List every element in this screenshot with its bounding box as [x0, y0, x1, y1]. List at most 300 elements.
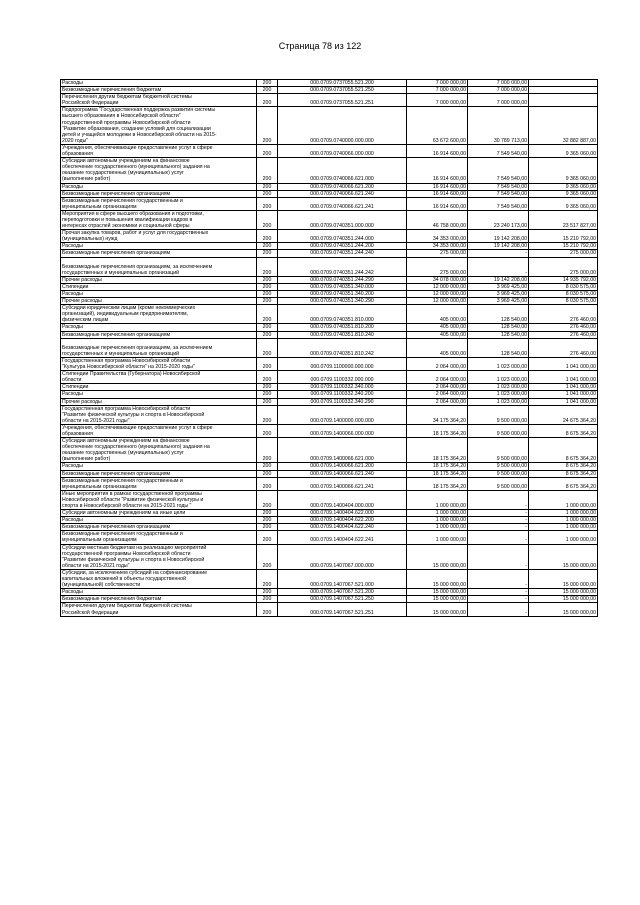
row-kbk-cell: 000.0709.0740351.810.242	[278, 338, 407, 357]
row-kbk-cell: 000.0709.1400404.622.240	[278, 524, 407, 531]
row-remaining-cell: 8 675 364,20	[529, 470, 598, 477]
table-row	[61, 80, 598, 87]
row-remaining-cell: 23 517 827,00	[529, 210, 598, 229]
row-name-line: Прочие расходы	[62, 398, 102, 405]
row-executed-cell: -	[468, 524, 529, 531]
row-name-line: Безвозмездные перечисления организациям	[62, 250, 171, 257]
row-remaining-cell: 276 460,00	[529, 331, 598, 338]
row-remaining-cell: 1 041 000,00	[529, 384, 598, 391]
row-kbk-cell: 000.0709.1400066.621.241	[278, 477, 407, 490]
row-name-cell	[61, 107, 257, 145]
row-code-cell: 200	[257, 477, 278, 490]
row-remaining-cell: 9 365 060,00	[529, 190, 598, 197]
row-remaining-cell: 15 000 000,00	[529, 569, 598, 588]
row-executed-cell: 7 000 000,00	[468, 80, 529, 87]
row-name-line: Безвозмездные перечисления организациям, за исключением	[62, 263, 213, 270]
row-name-line: Расходы	[62, 243, 83, 250]
row-code-cell: 200	[257, 94, 278, 107]
row-remaining-cell: 1 041 000,00	[529, 371, 598, 384]
row-code-cell: 200	[257, 276, 278, 283]
row-approved-cell: 18 175 364,20	[407, 470, 468, 477]
row-name-cell	[61, 384, 257, 391]
table-row	[61, 524, 598, 531]
row-name-line: Безвозмездные перечисления организациям, за исключением	[62, 344, 213, 351]
row-approved-cell: 1 000 000,00	[407, 490, 468, 509]
row-name-line: организаций), индивидуальным предпринимателям,	[62, 311, 189, 318]
row-name-line: Расходы	[62, 463, 83, 470]
row-remaining-cell: 1 041 000,00	[529, 398, 598, 405]
table-row	[61, 531, 598, 544]
row-name-line: оказание государственных (муниципальных) услуг	[62, 450, 184, 457]
row-name-cell	[61, 324, 257, 331]
row-code-cell: 200	[257, 490, 278, 509]
row-name-line: государственной программы Новосибирской области	[62, 550, 191, 557]
row-name-cell	[61, 190, 257, 197]
row-executed-cell: -	[468, 569, 529, 588]
row-remaining-cell: 8 675 364,20	[529, 463, 598, 470]
row-executed-cell: 30 789 713,00	[468, 107, 529, 145]
row-approved-cell: 16 914 600,00	[407, 190, 468, 197]
row-name-line: (муниципальных) нужд	[62, 236, 118, 243]
table-row	[61, 357, 598, 370]
table-row	[61, 190, 598, 197]
row-code-cell: 200	[257, 603, 278, 616]
row-name-line: оказание государственных (муниципальных) услуг	[62, 170, 184, 177]
row-kbk-cell: 000.0709.1407067.521.200	[278, 589, 407, 596]
row-approved-cell: 18 175 364,20	[407, 477, 468, 490]
row-code-cell: 200	[257, 230, 278, 243]
row-kbk-cell: 000.0709.0740066.621.240	[278, 190, 407, 197]
row-code-cell: 200	[257, 338, 278, 357]
row-code-cell: 200	[257, 391, 278, 398]
row-name-line: Безвозмездные перечисления организациям	[62, 524, 171, 531]
row-name-cell	[61, 589, 257, 596]
row-name-cell	[61, 243, 257, 250]
row-kbk-cell: 000.0709.1100332.340.200	[278, 391, 407, 398]
row-name-cell	[61, 305, 257, 324]
table-row	[61, 517, 598, 524]
row-approved-cell: 2 064 000,00	[407, 391, 468, 398]
row-approved-cell: 1 000 000,00	[407, 510, 468, 517]
row-name-cell	[61, 544, 257, 569]
row-remaining-cell: 9 365 060,00	[529, 197, 598, 210]
row-name-cell	[61, 357, 257, 370]
row-name-line: Субсидии местным бюджетам на реализацию мероприятий	[62, 544, 207, 551]
row-executed-cell: 7 549 540,00	[468, 158, 529, 183]
table-row	[61, 569, 598, 588]
row-name-line: области на 2015-2021 годы"	[62, 417, 130, 424]
row-approved-cell: 18 175 364,20	[407, 463, 468, 470]
row-kbk-cell: 000.0709.0740351.340.000	[278, 283, 407, 290]
table-row	[61, 405, 598, 424]
row-code-cell: 200	[257, 210, 278, 229]
row-name-line: интересах отраслей экономики и социальной сферы	[62, 223, 190, 230]
row-name-cell	[61, 524, 257, 531]
budget-table	[60, 79, 598, 617]
row-name-line: Перечисления другим бюджетам бюджетной системы	[62, 603, 192, 610]
page-number-label: Страница 78 из 122	[278, 41, 362, 51]
row-name-cell	[61, 158, 257, 183]
row-executed-cell: -	[468, 531, 529, 544]
row-kbk-cell: 000.0709.0740066.621.000	[278, 158, 407, 183]
table-row	[61, 94, 598, 107]
row-name-line: муниципальным организациям	[62, 483, 137, 490]
row-kbk-cell: 000.0709.0740351.244.290	[278, 276, 407, 283]
row-executed-cell: 128 540,00	[468, 305, 529, 324]
row-kbk-cell: 000.0709.0740351.810.000	[278, 305, 407, 324]
row-name-line: Учреждения, обеспечивающие предоставление услуг в сфере	[62, 144, 213, 151]
row-name-line: Расходы	[62, 517, 83, 524]
row-remaining-cell: 14 935 792,00	[529, 276, 598, 283]
row-kbk-cell: 000.0709.0740000.000.000	[278, 107, 407, 145]
row-executed-cell: -	[468, 257, 529, 276]
row-name-cell	[61, 405, 257, 424]
row-code-cell: 200	[257, 324, 278, 331]
row-code-cell: 200	[257, 371, 278, 384]
row-executed-cell: -	[468, 510, 529, 517]
row-approved-cell: 1 000 000,00	[407, 517, 468, 524]
row-name-cell	[61, 517, 257, 524]
row-name-line: Безвозмездные перечисления государственным и	[62, 477, 183, 484]
row-kbk-cell: 000.0709.0737055.521.251	[278, 94, 407, 107]
row-approved-cell: 34 078 000,00	[407, 276, 468, 283]
row-approved-cell: 7 000 000,00	[407, 80, 468, 87]
row-kbk-cell: 000.0709.1407067.521.250	[278, 596, 407, 603]
row-approved-cell: 16 914 600,00	[407, 183, 468, 190]
row-code-cell: 200	[257, 107, 278, 145]
row-executed-cell: 7 000 000,00	[468, 87, 529, 94]
row-executed-cell: -	[468, 250, 529, 257]
row-approved-cell: 16 914 600,00	[407, 197, 468, 210]
row-remaining-cell: 276 460,00	[529, 338, 598, 357]
row-executed-cell: 3 969 425,00	[468, 291, 529, 298]
row-executed-cell: 7 549 540,00	[468, 197, 529, 210]
row-name-line: муниципальным организациям	[62, 203, 137, 210]
row-executed-cell: 19 142 208,00	[468, 276, 529, 283]
row-code-cell: 200	[257, 283, 278, 290]
row-name-cell	[61, 463, 257, 470]
row-name-line: 2020 годы"	[62, 137, 89, 144]
table-row	[61, 230, 598, 243]
row-executed-cell: -	[468, 490, 529, 509]
row-name-line: Государственная программа Новосибирской области	[62, 405, 191, 412]
row-kbk-cell: 000.0709.1400000.000.000	[278, 405, 407, 424]
table-row	[61, 158, 598, 183]
row-name-line: физическим лицам	[62, 317, 109, 324]
row-code-cell: 200	[257, 190, 278, 197]
row-kbk-cell: 000.0709.0740066.000.000	[278, 144, 407, 157]
row-name-line: Учреждения, обеспечивающие предоставление услуг в сфере	[62, 424, 213, 431]
row-name-cell	[61, 596, 257, 603]
row-approved-cell: 63 672 600,00	[407, 107, 468, 145]
table-row	[61, 107, 598, 145]
table-row	[61, 257, 598, 276]
row-code-cell: 200	[257, 243, 278, 250]
row-executed-cell: 23 240 173,00	[468, 210, 529, 229]
row-code-cell: 200	[257, 438, 278, 463]
row-kbk-cell: 000.0709.1100332.340.290	[278, 398, 407, 405]
row-name-line: Российской Федерации	[62, 609, 119, 616]
row-name-line: Безвозмездные перечисления государственным и	[62, 531, 183, 538]
row-name-cell	[61, 250, 257, 257]
row-code-cell: 200	[257, 544, 278, 569]
row-name-line: "Культура Новосибирской области" на 2015-2020 годы"	[62, 364, 195, 371]
row-name-line: Прочие расходы	[62, 276, 102, 283]
row-code-cell: 200	[257, 524, 278, 531]
row-remaining-cell: 15 210 792,00	[529, 243, 598, 250]
row-code-cell: 200	[257, 398, 278, 405]
table-row	[61, 243, 598, 250]
row-kbk-cell: 000.0709.1400404.622.000	[278, 510, 407, 517]
row-name-line: переподготовки и повышения квалификации кадров в	[62, 216, 193, 223]
row-name-line: области на 2015-2021 годы"	[62, 562, 130, 569]
row-approved-cell: 16 914 600,00	[407, 144, 468, 157]
row-name-cell	[61, 477, 257, 490]
row-name-line: Государственная программа Новосибирской области	[62, 357, 191, 364]
row-remaining-cell: 8 030 575,00	[529, 283, 598, 290]
row-code-cell: 200	[257, 531, 278, 544]
row-code-cell: 200	[257, 424, 278, 437]
row-remaining-cell: 8 030 575,00	[529, 291, 598, 298]
row-name-line: детей и учащейся молодежи в Новосибирской области на 2015-	[62, 131, 217, 138]
row-name-cell	[61, 569, 257, 588]
row-code-cell: 200	[257, 87, 278, 94]
row-approved-cell: 34 353 000,00	[407, 243, 468, 250]
row-name-cell	[61, 371, 257, 384]
row-name-line: Подпрограмма "Государственная поддержка развития системы	[62, 107, 216, 114]
row-approved-cell: 15 000 000,00	[407, 569, 468, 588]
row-name-line: "Развитие физической культуры и спорта в Новосибирской	[62, 556, 205, 563]
row-kbk-cell: 000.0709.0737055.521.250	[278, 87, 407, 94]
row-executed-cell: 1 023 000,00	[468, 398, 529, 405]
table-row	[61, 305, 598, 324]
row-code-cell: 200	[257, 183, 278, 190]
row-name-line: Субсидии автономным учреждениям на иные цели	[62, 510, 186, 517]
row-code-cell: 200	[257, 250, 278, 257]
row-name-line: Перечисления другим бюджетам бюджетной системы	[62, 94, 192, 101]
row-remaining-cell: 1 000 000,00	[529, 524, 598, 531]
row-executed-cell: 9 500 000,00	[468, 477, 529, 490]
row-kbk-cell: 000.0709.0740351.244.242	[278, 257, 407, 276]
row-kbk-cell: 000.0709.1407067.521.251	[278, 603, 407, 616]
row-kbk-cell: 000.0709.1400066.621.000	[278, 438, 407, 463]
row-executed-cell: 9 500 000,00	[468, 463, 529, 470]
row-approved-cell: 2 064 000,00	[407, 371, 468, 384]
row-name-line: высшего образования в Новосибирской области"	[62, 113, 181, 120]
row-remaining-cell: 9 365 060,00	[529, 158, 598, 183]
table-row	[61, 197, 598, 210]
row-name-cell	[61, 283, 257, 290]
row-name-line: Стипендии	[62, 384, 89, 391]
row-executed-cell: 7 549 540,00	[468, 183, 529, 190]
row-code-cell: 200	[257, 298, 278, 305]
row-approved-cell: 7 000 000,00	[407, 94, 468, 107]
row-remaining-cell: 9 365 060,00	[529, 183, 598, 190]
row-name-line: муниципальным организациям	[62, 537, 137, 544]
row-name-cell	[61, 398, 257, 405]
row-name-line: Безвозмездные перечисления государственным и	[62, 197, 183, 204]
row-name-line: (выполнение работ)	[62, 456, 111, 463]
row-executed-cell: 9 500 000,00	[468, 470, 529, 477]
row-name-line: Безвозмездные перечисления бюджетам	[62, 87, 162, 94]
row-code-cell: 200	[257, 596, 278, 603]
row-name-line: Безвозмездные перечисления организациям	[62, 470, 171, 477]
row-remaining-cell: 8 030 575,00	[529, 298, 598, 305]
row-name-line: Расходы	[62, 391, 83, 398]
row-code-cell: 200	[257, 357, 278, 370]
table-row	[61, 391, 598, 398]
row-name-cell	[61, 470, 257, 477]
table-row	[61, 291, 598, 298]
row-executed-cell: -	[468, 589, 529, 596]
row-executed-cell: 19 142 208,00	[468, 243, 529, 250]
row-approved-cell: 34 353 000,00	[407, 230, 468, 243]
row-kbk-cell: 000.0709.0740066.621.241	[278, 197, 407, 210]
row-name-line: области	[62, 377, 82, 384]
row-kbk-cell: 000.0709.1407067.521.000	[278, 569, 407, 588]
row-remaining-cell	[529, 94, 598, 107]
row-remaining-cell: 9 365 060,00	[529, 144, 598, 157]
row-executed-cell: 128 540,00	[468, 338, 529, 357]
table-row	[61, 331, 598, 338]
row-code-cell: 200	[257, 257, 278, 276]
row-name-line: Субсидии автономным учреждениям на финансовое	[62, 158, 190, 165]
row-executed-cell: 1 023 000,00	[468, 357, 529, 370]
row-remaining-cell: 276 460,00	[529, 305, 598, 324]
table-row	[61, 603, 598, 616]
row-approved-cell: 12 000 000,00	[407, 298, 468, 305]
table-row	[61, 250, 598, 257]
row-name-line: капитальных вложений в объекты государственной	[62, 576, 186, 583]
row-code-cell: 200	[257, 463, 278, 470]
row-name-line: (муниципальной) собственности	[62, 582, 141, 589]
row-name-cell	[61, 210, 257, 229]
row-kbk-cell: 000.0709.0740351.244.240	[278, 250, 407, 257]
table-row	[61, 144, 598, 157]
row-code-cell: 200	[257, 305, 278, 324]
row-name-line: Расходы	[62, 183, 83, 190]
row-executed-cell: 9 500 000,00	[468, 424, 529, 437]
row-kbk-cell: 000.0709.0737055.521.200	[278, 80, 407, 87]
row-name-line: Российской Федерации	[62, 100, 119, 107]
row-name-cell	[61, 144, 257, 157]
table-row	[61, 298, 598, 305]
row-name-line: Расходы	[62, 291, 83, 297]
row-name-line: государственных и муниципальных организаций	[62, 350, 179, 357]
row-name-line: государственной программы Новосибирской области	[62, 119, 191, 126]
row-kbk-cell: 000.0709.1400404.622.241	[278, 531, 407, 544]
row-name-cell	[61, 80, 257, 87]
row-kbk-cell: 000.0709.0740351.810.200	[278, 324, 407, 331]
row-approved-cell: 46 758 000,00	[407, 210, 468, 229]
row-name-cell	[61, 230, 257, 243]
row-kbk-cell: 000.0709.1400404.000.000	[278, 490, 407, 509]
row-code-cell: 200	[257, 510, 278, 517]
row-approved-cell: 18 175 364,20	[407, 424, 468, 437]
row-executed-cell: 9 500 000,00	[468, 405, 529, 424]
row-remaining-cell: 1 000 000,00	[529, 531, 598, 544]
row-code-cell: 200	[257, 470, 278, 477]
row-name-cell	[61, 531, 257, 544]
row-name-line: (выполнение работ)	[62, 176, 111, 183]
row-remaining-cell: 1 000 000,00	[529, 517, 598, 524]
row-name-line: образования	[62, 430, 93, 437]
row-name-line: Стипендии	[62, 283, 89, 290]
row-name-cell	[61, 291, 257, 298]
row-kbk-cell: 000.0709.1400066.000.000	[278, 424, 407, 437]
row-name-cell	[61, 298, 257, 305]
row-executed-cell: 7 549 540,00	[468, 190, 529, 197]
row-remaining-cell: 15 000 000,00	[529, 603, 598, 616]
row-code-cell: 200	[257, 589, 278, 596]
row-executed-cell: -	[468, 517, 529, 524]
row-executed-cell: 128 540,00	[468, 331, 529, 338]
row-remaining-cell: 1 041 000,00	[529, 391, 598, 398]
row-kbk-cell: 000.0709.0740351.340.290	[278, 298, 407, 305]
row-executed-cell: 7 000 000,00	[468, 94, 529, 107]
row-executed-cell: 1 023 000,00	[468, 371, 529, 384]
row-kbk-cell: 000.0709.0740351.244.000	[278, 230, 407, 243]
row-remaining-cell: 15 000 000,00	[529, 544, 598, 569]
row-name-cell	[61, 391, 257, 398]
row-code-cell: 200	[257, 197, 278, 210]
row-name-line: Безвозмездные перечисления организациям	[62, 190, 171, 197]
row-approved-cell: 275 000,00	[407, 250, 468, 257]
table-row	[61, 338, 598, 357]
row-name-cell	[61, 510, 257, 517]
row-remaining-cell: 8 675 364,20	[529, 477, 598, 490]
row-approved-cell: 405 000,00	[407, 324, 468, 331]
row-name-line: Субсидии юридическим лицам (кроме некоммерческих	[62, 305, 196, 312]
table-row	[61, 183, 598, 190]
row-name-line: Прочая закупка товаров, работ и услуг для государственных	[62, 230, 209, 237]
row-name-line: Новосибирской области "Развитие физической культуры и	[62, 496, 204, 503]
row-name-line: спорта в Новосибирской области на 2015-2021 годы "	[62, 503, 192, 509]
row-code-cell: 200	[257, 405, 278, 424]
row-code-cell: 200	[257, 517, 278, 524]
row-remaining-cell	[529, 80, 598, 87]
row-executed-cell: 1 023 000,00	[468, 384, 529, 391]
row-name-line: государственных и муниципальных организаций	[62, 269, 179, 276]
row-remaining-cell: 275 000,00	[529, 250, 598, 257]
row-approved-cell: 1 000 000,00	[407, 531, 468, 544]
table-row	[61, 470, 598, 477]
row-approved-cell: 275 000,00	[407, 257, 468, 276]
row-approved-cell: 16 914 600,00	[407, 158, 468, 183]
budget-table-body	[61, 80, 598, 617]
row-approved-cell: 1 000 000,00	[407, 524, 468, 531]
row-approved-cell: 2 064 000,00	[407, 398, 468, 405]
row-executed-cell: -	[468, 603, 529, 616]
row-name-line: обеспечение государственного (муниципального) задания на	[62, 444, 210, 451]
row-executed-cell: 128 540,00	[468, 324, 529, 331]
table-row	[61, 324, 598, 331]
table-row	[61, 544, 598, 569]
row-remaining-cell: 32 882 887,00	[529, 107, 598, 145]
row-name-line: "Развитие образования, создание условий для социализации	[62, 125, 211, 132]
row-code-cell: 200	[257, 384, 278, 391]
row-approved-cell: 405 000,00	[407, 331, 468, 338]
row-name-cell	[61, 94, 257, 107]
row-name-line: Стипендии Правительства (Губернатора) Новосибирской	[62, 371, 201, 378]
row-name-line: Расходы	[62, 589, 83, 596]
row-kbk-cell: 000.0709.0740351.340.200	[278, 291, 407, 298]
table-row	[61, 589, 598, 596]
row-kbk-cell: 000.0709.1100332.340.000	[278, 384, 407, 391]
row-executed-cell: 3 969 425,00	[468, 298, 529, 305]
row-executed-cell: 1 023 000,00	[468, 391, 529, 398]
row-name-line: Безвозмездные перечисления организациям	[62, 331, 171, 338]
